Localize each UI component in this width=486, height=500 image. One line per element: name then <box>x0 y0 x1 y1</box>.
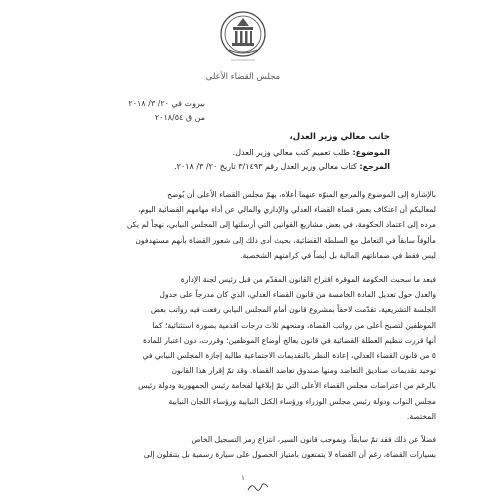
paragraph-line: بسيارات القضاة، رغم أن القضاة لا يتمتعون بامتياز الحصول على سيارة رسمية بل يتنقلون إلى <box>143 450 436 460</box>
subject-line <box>233 148 390 157</box>
reference-text: كتاب معالي وزير العدل رقم ٣/١٤٩٣ تاريخ ٢٠/ ٣/ ٢٠١٨. <box>174 162 360 171</box>
paragraph-line: مألوفاً سابقاً في التعامل مع السلطة القضائية، بحيث أدى ذلك إلى شعور القضاة بأنهم مستهدفون <box>135 235 436 245</box>
paragraph-line: ليس فقط في ضماناتهم المالية بل أيضاً في كرامتهم الشخصية. <box>240 250 436 260</box>
paragraph-line: لمعاليكم أن اعتكاف بعض قضاة القضاء العدلي والإداري والمالي عن أداء مهامهم القضائية اليوم، <box>137 205 436 215</box>
paragraph-line: أنها قررت تنظيم العطلة القضائية في قانون يعالج أوضاع الموظفين؛ وقررت، دون اعتبار للمادة <box>142 335 436 345</box>
paragraph-line: بالإشارة إلى الموضوع والمرجع المنوّه عنهما أعلاه، يهمّ مجلس القضاء الأعلى أن يُوضح <box>167 190 436 199</box>
subject-label: الموضوع: <box>352 148 390 157</box>
reference-line <box>174 162 390 171</box>
paragraph-line: الموظفين لتصبح أعلى من رواتب القضاة، ومنحهم ثلاث درجات اقدمية بصورة استثنائية؛ كما <box>152 320 436 330</box>
date-block <box>105 97 205 125</box>
council-emblem-logo <box>219 10 267 68</box>
signature-initials <box>246 480 270 494</box>
paragraph-line: والعدل حول تعديل المادة الخامسة من قانون القضاء العدلي، الذي كان مدرجاً على جدول <box>159 290 436 300</box>
body-paragraph-1 <box>30 187 436 263</box>
letter-reference-number: من ق ٢٠١٨/٥٤ <box>154 113 205 122</box>
addressee: جانب معالي وزير العدل، <box>289 132 390 142</box>
paragraph-line: بالرغم من اعتراضات مجلس القضاء الأعلى التي تمّ إبلاغها لفخامة رئيس الجمهورية ودولة رئيس <box>138 381 436 391</box>
paragraph-line: مجلس النواب ودولة رئيس مجلس الوزراء ورؤساء الكتل النيابية ورؤساء اللجان النيابية <box>168 396 436 406</box>
letter-date: بيروت في ٢٠/ ٣/ ٢٠١٨ <box>128 99 205 108</box>
paragraph-line: فضلاً عن ذلك فقد تمّ سابقاً، وبموجب قانون السير، انتزاع رمز التسجيل الخاص <box>191 435 436 444</box>
organization-name: مجلس القضاء الأعلى <box>205 72 281 82</box>
paragraph-line: المختصة. <box>406 411 436 421</box>
paragraph-line: توحيد تقديمات صناديق التعاضد ومنها صندوق تعاضد القضاة. وقد تمّ إقرار هذا القانون <box>171 366 436 376</box>
paragraph-line: الجلسة التشريعية، تقدّمت لاحقاً بمشروع قانون أمام المجلس النيابي رفعت فيه رواتب بعض <box>150 305 436 315</box>
paragraph-line: ٥ من قانون القضاء العدلي، إعادة النظر بالتقديمات الاجتماعية طالبة إجازة المجلس النيابي في <box>142 351 436 361</box>
paragraph-line: مرده إلى اعتماد الحكومة، في بعض مشاريع القوانين التي أرسلتها إلى المجلس النيابي، نهجاً لم يكن <box>126 220 436 230</box>
subject-text: طلب تعميم كتب معالي وزير العدل. <box>232 148 353 157</box>
body-paragraph-3 <box>30 432 436 462</box>
paragraph-line: فبعد ما سحبت الحكومة الموقرة اقتراح القانون المقدّم من قبل رئيس لجنة الإدارة <box>180 275 436 284</box>
body-paragraph-2 <box>30 272 436 424</box>
reference-label: المرجع: <box>359 162 390 171</box>
page-number: ١ <box>241 474 245 482</box>
